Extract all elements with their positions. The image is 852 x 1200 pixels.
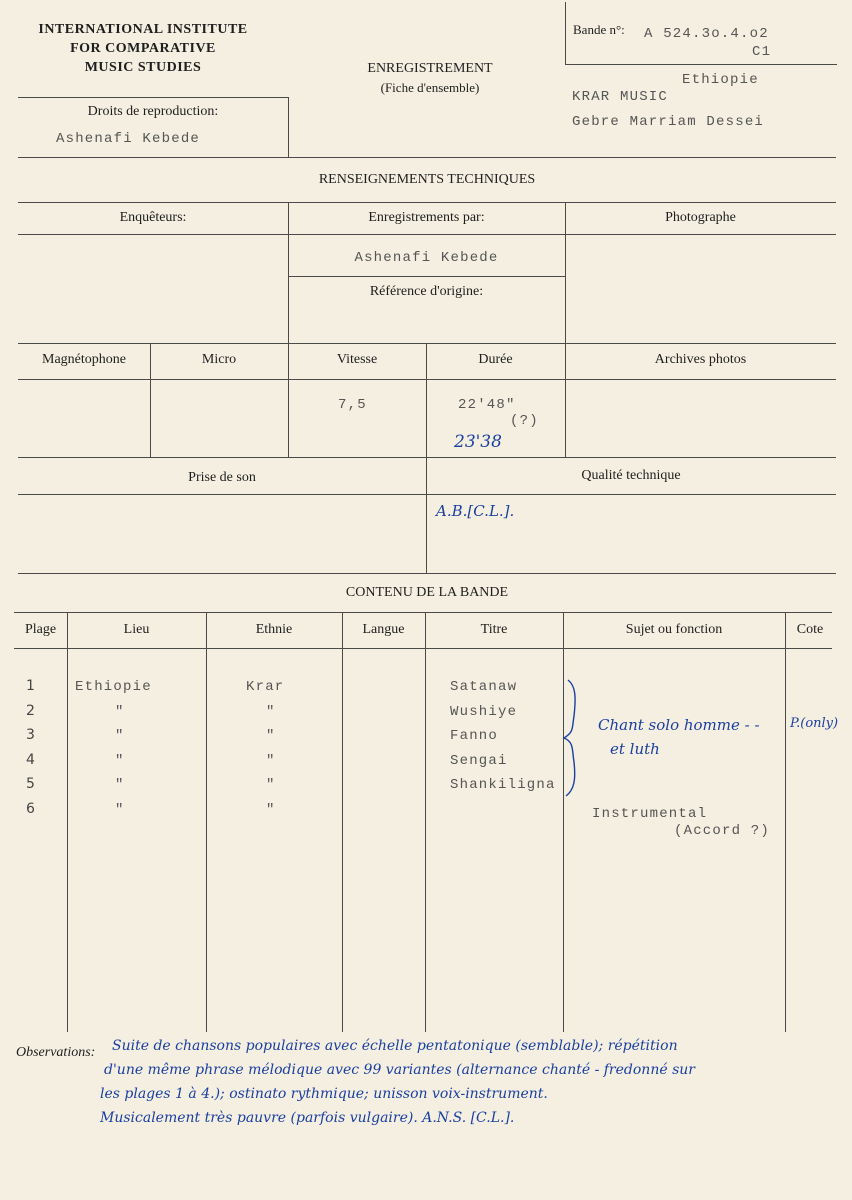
table-row-titre: Shankiligna	[450, 777, 556, 793]
table-row-lieu: "	[115, 728, 125, 744]
micro-label: Micro	[201, 352, 237, 367]
titre-column	[450, 679, 556, 826]
content-section-title: CONTENU DE LA BANDE	[345, 585, 509, 600]
observations-label: Observations:	[16, 1045, 96, 1060]
col-header-langue: Langue	[362, 622, 405, 637]
col-header-plage: Plage	[24, 622, 57, 637]
table-row-titre: Satanaw	[450, 679, 518, 695]
observations-line: Musicalement très pauvre (parfois vulgaire). A.N.S. [C.L.].	[100, 1110, 515, 1126]
col-divider-ethnie	[342, 612, 343, 1032]
photographe-label: Photographe	[665, 210, 736, 225]
form-subtitle: (Fiche d'ensemble)	[380, 80, 480, 95]
instrumental-line2: (Accord ?)	[674, 823, 771, 839]
table-row-titre	[450, 802, 556, 827]
table-row-lieu: "	[115, 703, 125, 720]
vitesse-value: 7,5	[338, 397, 367, 413]
bande-box-left	[565, 2, 566, 64]
observations-line: les plages 1 à 4.); ostinato rythmique; unisson voix-instrument.	[100, 1086, 548, 1102]
table-row-ethnie: "	[266, 728, 276, 744]
rights-value: Ashenafi Kebede	[56, 131, 201, 147]
duree-value: 22'48"	[458, 397, 516, 413]
vitesse-label: Vitesse	[336, 352, 378, 367]
reference-divider	[288, 276, 565, 277]
form-title: ENREGISTREMENT	[367, 61, 493, 76]
col-header-lieu: Lieu	[123, 622, 150, 637]
table-row-plage: 4	[26, 751, 35, 768]
rights-box-top	[18, 97, 288, 98]
ethnie-column	[246, 679, 326, 826]
observations-line: Suite de chansons populaires avec échelle pentatonique (semblable); répétition	[112, 1038, 678, 1054]
col-header-sujet: Sujet ou fonction	[625, 622, 723, 637]
table-row-titre: Fanno	[450, 728, 499, 744]
table-row-ethnie: "	[266, 752, 276, 769]
col-divider-titre	[563, 612, 564, 1032]
content-table-top	[14, 612, 832, 613]
tech-row2-bottom	[18, 379, 836, 380]
table-row-plage: 1	[26, 678, 35, 694]
tech-row1-top	[18, 202, 836, 203]
archives-label: Archives photos	[654, 352, 747, 367]
table-row-lieu: "	[115, 752, 125, 769]
sujet-hand-line1: Chant solo homme - -	[598, 716, 760, 734]
tech-row3-top	[18, 457, 836, 458]
col-header-ethnie: Ethnie	[255, 622, 293, 637]
cote-hand: P.(only)	[790, 716, 839, 731]
header-performer: Gebre Marriam Dessei	[572, 114, 765, 130]
tech-section-top	[18, 157, 836, 158]
table-row-ethnie: "	[266, 777, 276, 793]
tech-row2-top	[18, 343, 836, 344]
institute-line1: INTERNATIONAL INSTITUTE	[38, 22, 248, 37]
bande-number: A 524.3o.4.o2	[644, 26, 769, 42]
table-row-lieu: "	[115, 777, 125, 793]
table-row-titre: Wushiye	[450, 703, 518, 720]
col-header-titre: Titre	[480, 622, 508, 637]
rights-box-right	[288, 97, 289, 157]
sujet-hand-line2: et luth	[610, 740, 660, 758]
tech-row1-bottom	[18, 234, 836, 235]
institute-line3: MUSIC STUDIES	[84, 60, 202, 75]
rights-label: Droits de reproduction:	[87, 104, 219, 119]
col-divider-lieu	[206, 612, 207, 1032]
table-row-ethnie: Krar	[246, 679, 285, 695]
header-subject: KRAR MUSIC	[572, 89, 669, 105]
table-row-ethnie: "	[266, 801, 276, 818]
table-row-lieu: Ethiopie	[75, 679, 152, 695]
duree-label: Durée	[478, 352, 513, 367]
bande-box-bottom	[565, 64, 837, 65]
table-row-titre: Sengai	[450, 752, 508, 769]
header-country: Ethiopie	[682, 72, 759, 88]
table-row-plage: 6	[26, 800, 35, 817]
col-divider-langue	[425, 612, 426, 1032]
content-header-bottom	[14, 648, 832, 649]
enqueteurs-label: Enquêteurs:	[119, 210, 187, 225]
bande-label: Bande n°:	[573, 22, 625, 37]
reference-label: Référence d'origine:	[369, 284, 484, 299]
enregistrements-value: Ashenafi Kebede	[354, 250, 499, 266]
col-divider-plage	[67, 612, 68, 1032]
tech-row3-bottom	[18, 494, 836, 495]
prise-label: Prise de son	[188, 470, 256, 485]
instrumental-line1: Instrumental	[592, 806, 708, 822]
enregistrements-label: Enregistrements par:	[368, 210, 485, 225]
table-row-plage: 2	[26, 702, 35, 719]
qualite-value: A.B.[C.L.].	[436, 502, 515, 520]
table-row-ethnie: "	[266, 703, 276, 720]
qualite-label: Qualité technique	[581, 468, 681, 483]
col-header-cote: Cote	[796, 622, 824, 637]
table-row-plage: 3	[26, 727, 35, 743]
tech-section-title: RENSEIGNEMENTS TECHNIQUES	[318, 172, 536, 187]
bande-suffix: C1	[752, 44, 772, 60]
table-row-lieu: "	[115, 801, 125, 818]
plage-column	[26, 678, 35, 825]
institute-line2: FOR COMPARATIVE	[70, 41, 216, 56]
lieu-column	[75, 679, 185, 826]
table-row-plage: 5	[26, 776, 35, 792]
brace-icon	[560, 676, 584, 800]
duree-hand: 23'38	[454, 432, 502, 452]
tech-divider-5	[426, 343, 427, 573]
tech-section-bottom	[18, 573, 836, 574]
col-divider-sujet	[785, 612, 786, 1032]
magnetophone-label: Magnétophone	[42, 352, 126, 367]
duree-note: (?)	[510, 413, 539, 429]
observations-line: d'une même phrase mélodique avec 99 variantes (alternance chanté - fredonné sur	[104, 1062, 695, 1078]
